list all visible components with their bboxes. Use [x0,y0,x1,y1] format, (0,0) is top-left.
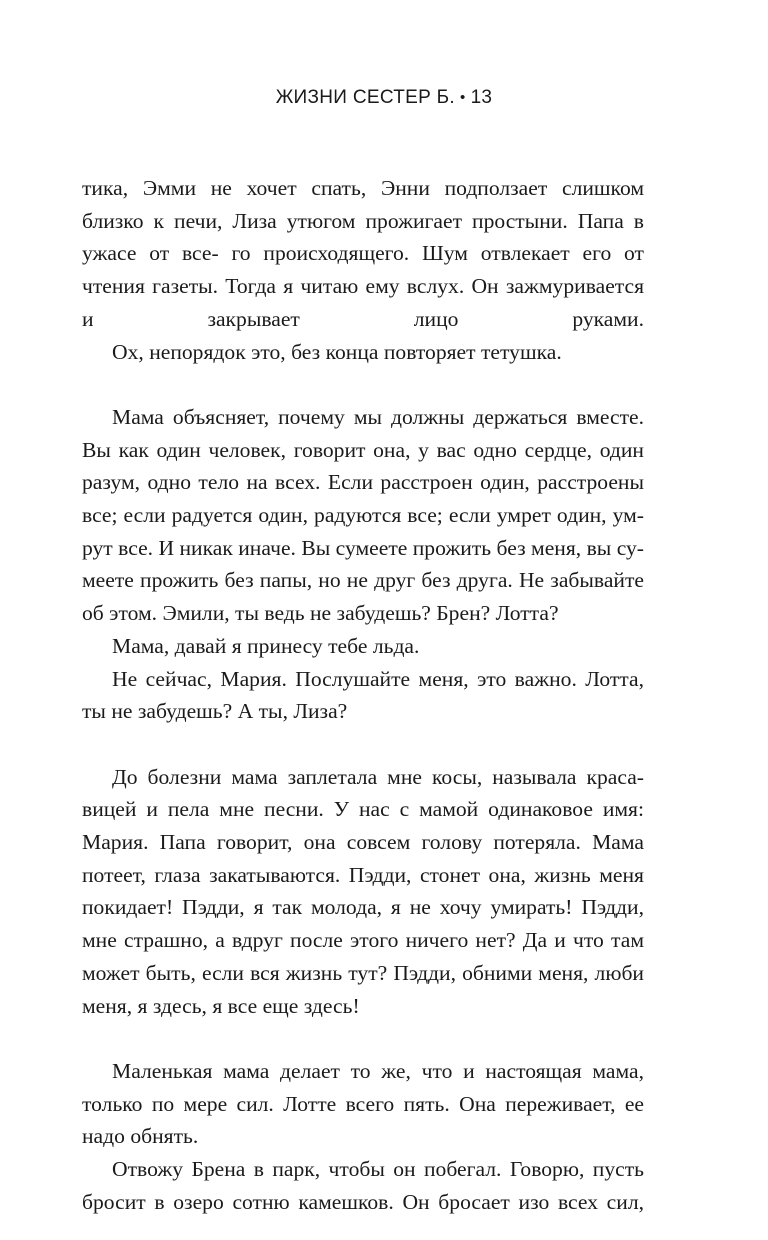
text-line: надо обнять. [82,1124,199,1149]
paragraph [82,1055,644,1153]
text-line: рут все. И никак иначе. Вы сумеете прожить без меня, вы су- [82,535,644,560]
text-line: До болезни мама заплетала мне косы, называла краса- [112,764,644,789]
text-line: Вы как один человек, говорит она, у вас одно сердце, один [82,437,644,462]
text-line: Маленькая мама делает то же, что и настоящая мама, [112,1058,644,1083]
paragraph [82,1153,644,1218]
paragraph [82,172,644,336]
text-line: Отвожу Брена в парк, чтобы он побегал. Говорю, пусть [112,1157,644,1182]
bullet-separator: • [460,89,466,106]
text-line: вицей и пела мне песни. У нас с мамой одинаковое имя: [82,797,644,822]
running-title: ЖИЗНИ СЕСТЕР Б. [275,87,455,108]
text-line: покидает! Пэдди, я так молода, я не хочу умирать! Пэдди, [82,895,644,920]
paragraph [82,630,644,663]
text-line: об этом. Эмили, ты ведь не забудешь? Брен? Лотта? [82,601,559,626]
text-line: тика, Эмми не хочет спать, Энни подползает слишком близко [82,176,644,233]
text-line: потеет, глаза закатываются. Пэдди, стонет она, жизнь меня [82,862,644,887]
text-line: бросит в озеро сотню камешков. Он бросает изо всех сил, [82,1189,644,1214]
paragraph [82,761,644,1023]
paragraph [82,401,644,630]
text-line: Не сейчас, Мария. Послушайте меня, это важно. Лотта, [112,666,644,691]
text-line: к печи, Лиза утюгом прожигает простыни. Папа в ужасе от все- [82,208,644,266]
text-line: мне страшно, а вдруг после этого ничего нет? Да и что там [82,928,644,953]
text-line: Мама объясняет, почему мы должны держаться вместе. [112,404,644,429]
text-line: меете прожить без папы, но не друг без друга. Не забывайте [82,568,644,593]
running-header [0,84,768,113]
text-line: только по мере сил. Лотте всего пять. Она переживает, ее [82,1091,644,1116]
text-line: Мария. Папа говорит, она совсем голову потеряла. Мама [82,830,644,855]
page-number: 13 [470,87,493,108]
text-line: ты не забудешь? А ты, Лиза? [82,699,348,724]
text-line: может быть, если вся жизнь тут? Пэдди, обними меня, люби [82,960,644,985]
text-line: меня, я здесь, я все еще здесь! [82,993,360,1018]
page-body [82,172,644,1218]
text-line: я читаю ему вслух. Он зажмуривается и закрывает лицо руками. [82,274,645,331]
text-line: Ох, непорядок это, без конца повторяет тетушка. [112,339,562,364]
paragraph [82,336,644,369]
text-line: все; если радуется один, радуются все; если умрет один, ум- [82,503,644,528]
text-line: Мама, давай я принесу тебе льда. [112,633,420,658]
paragraph [82,663,644,728]
text-line: разум, одно тело на всех. Если расстроен один, расстроены [82,470,644,495]
text-line: го происходящего. Шум отвлекает его от чтения газеты. Тогда [82,241,644,299]
